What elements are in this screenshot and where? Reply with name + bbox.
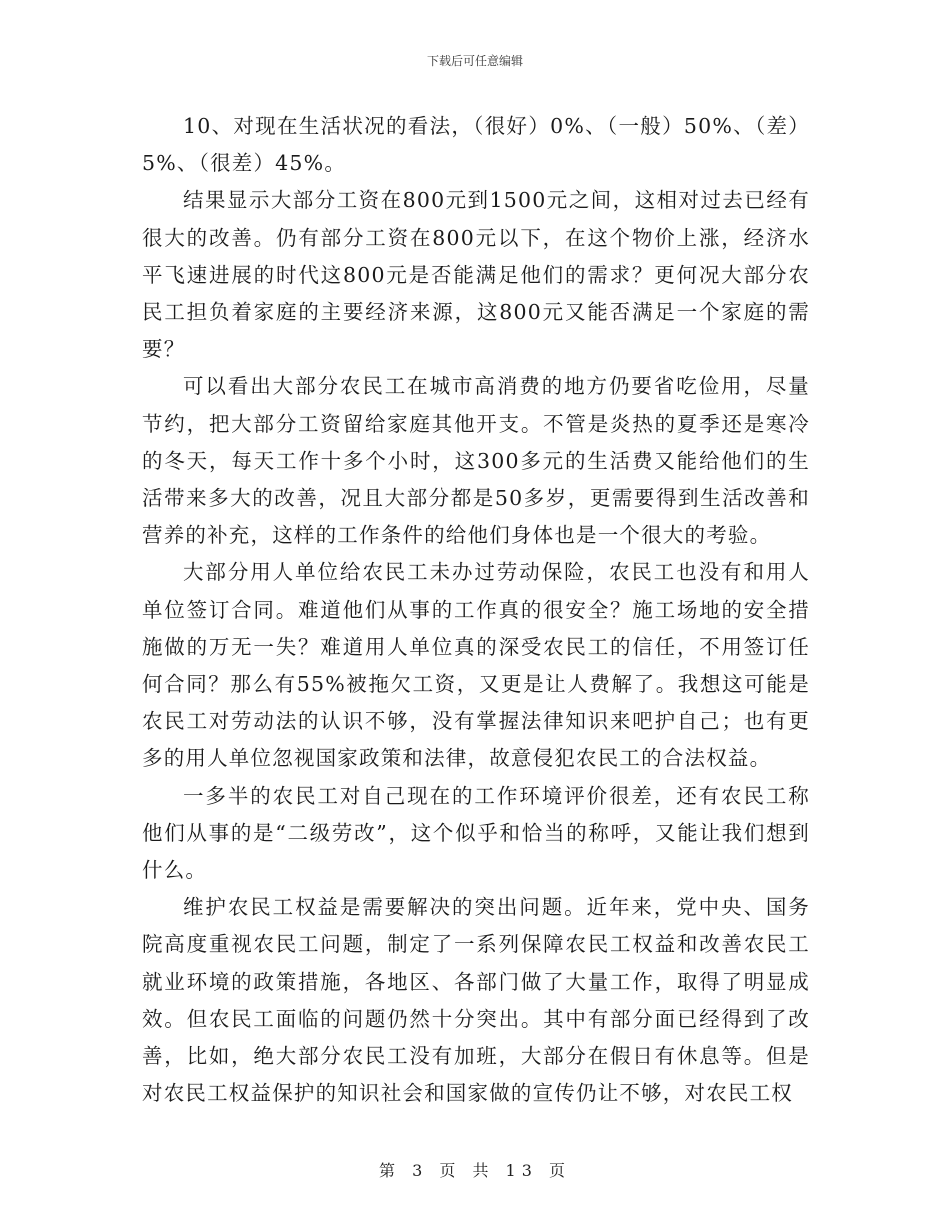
document-body xyxy=(142,108,810,1112)
paragraph-survey-item-10: 10、对现在生活状况的看法，（很好）0%、（一般）50%、（差）5%、（很差）45%。 xyxy=(142,114,810,176)
page-number-footer: 第 3 页 共 13 页 xyxy=(379,1161,571,1180)
paragraph-work-environment: 一多半的农民工对自己现在的工作环境评价很差，还有农民工称他们从事的是“二级劳改”，这个似乎和恰当的称呼，又能让我们想到什么。 xyxy=(142,783,810,883)
paragraph-wage-analysis: 结果显示大部分工资在800元到1500元之间，这相对过去已经有很大的改善。仍有部分工资在800元以下，在这个物价上涨，经济水平飞速进展的时代这800元是否能满足他们的需求？更何况大部分农民工担负着家庭的主要经济来源，这800元又能否满足一个家庭的需要？ xyxy=(142,188,810,362)
paragraph-labor-insurance: 大部分用人单位给农民工未办过劳动保险，农民工也没有和用人单位签订合同。难道他们从事的工作真的很安全？施工场地的安全措施做的万无一失？难道用人单位真的深受农民工的信任，不用签订任何合同？那么有55%被拖欠工资，又更是让人费解了。我想这可能是农民工对劳动法的认识不够，没有掌握法律知识来吧护自己；也有更多的用人单位忽视国家政策和法律，故意侵犯农民工的合法权益。 xyxy=(142,560,810,771)
page-header: 下载后可任意编辑 xyxy=(426,54,523,68)
paragraph-living-expenses: 可以看出大部分农民工在城市高消费的地方仍要省吃俭用，尽量节约，把大部分工资留给家庭其他开支。不管是炎热的夏季还是寒冷的冬天，每天工作十多个小时，这300多元的生活费又能给他们的生活带来多大的改善，况且大部分都是50多岁，更需要得到生活改善和营养的补充，这样的工作条件的给他们身体也是一个很大的考验。 xyxy=(142,374,810,548)
paragraph-rights-protection: 维护农民工权益是需要解决的突出问题。近年来，党中央、国务院高度重视农民工问题，制定了一系列保障农民工权益和改善农民工就业环境的政策措施，各地区、各部门做了大量工作，取得了明显成效。但农民工面临的问题仍然十分突出。其中有部分面已经得到了改善，比如，绝大部分农民工没有加班，大部分在假日有休息等。但是对农民工权益保护的知识社会和国家做的宣传仍让不够，对农民工权 xyxy=(142,895,810,1106)
